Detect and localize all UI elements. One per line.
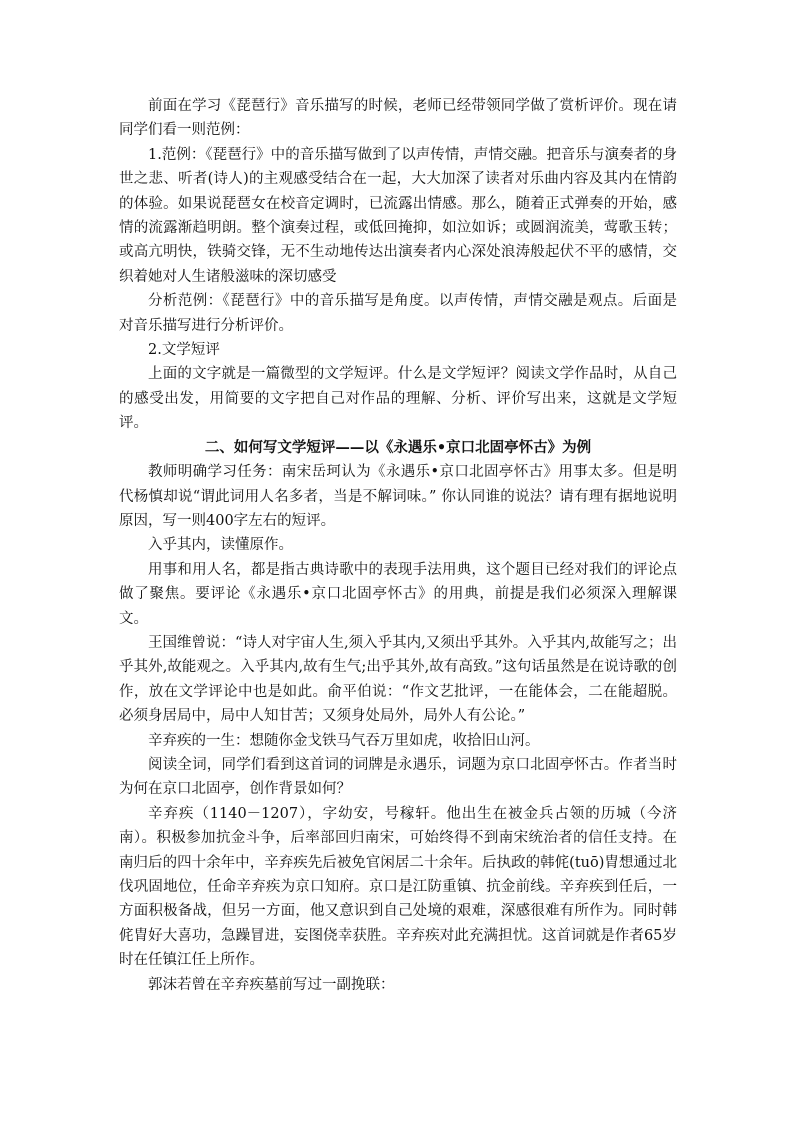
paragraph-step: 入乎其内，读懂原作。 xyxy=(148,537,293,554)
section-heading: 二、如何写文学短评——以《永遇乐•京口北固亭怀古》为例 xyxy=(204,438,592,456)
paragraph-question: 阅读全词，同学们看到这首词的词牌是永遇乐，词题为京口北固亭怀古。作者当时为何在京口北固亭，创作背景如何？ xyxy=(119,756,677,798)
paragraph-subheading: 2.文学短评 xyxy=(148,342,220,359)
paragraph-biography: 辛弃疾（1140－1207），字幼安，号稼轩。他出生在被金兵占领的历城（今济南）。积极参加抗金斗争，后率部回归南宋，可始终得不到南宋统治者的信任支持。在南归后的四十余年中，辛弃疾先后被免官闲居二十余年。后执政的韩侂(tuō)胄想通过北伐巩固地位，任命辛弃疾为京口知府。京口是江防重镇、抗金前线。辛弃疾到任后，一方面积极备战，但另一方面，他又意识到自己处境的艰难，深感很难有所作为。同时韩侂胄好大喜功，急躁冒进，妄图侥幸获胜。辛弃疾对此充满担忧。这首词就是作者65岁时在任镇江任上所作。 xyxy=(119,805,677,969)
paragraph-intro: 前面在学习《琵琶行》音乐描写的时候，老师已经带领同学做了赏析评价。现在请同学们看一则范例： xyxy=(119,98,677,139)
paragraph-wang-guowei: 王国维曾说：“诗人对宇宙人生,须入乎其内,又须出乎其外。入乎其内,故能写之；出乎其外,故能观之。入乎其内,故有生气;出乎其外,故有高致。”这句话虽然是在说诗歌的创作，放在文学评论中也是如此。俞平伯说：“作文艺批评，一在能体会，二在能超脱。必须身居局中，局中人知甘苦；又须身处局外，局外人有公论。” xyxy=(119,634,677,725)
paragraph-allusion: 用事和用人名，都是指古典诗歌中的表现手法用典，这个题目已经对我们的评论点做了聚焦。要评论《永遇乐•京口北固亭怀古》的用典，前提是我们必须深入理解课文。 xyxy=(119,561,677,627)
paragraph-task: 教师明确学习任务：南宋岳珂认为《永遇乐•京口北固亭怀古》用事太多。但是明代杨慎却说“谓此词用人名多者，当是不解词味。” 你认同谁的说法？请有理有据地说明原因，写一则400字左右的短评。 xyxy=(119,464,677,529)
paragraph-guo-moruo: 郭沫若曾在辛弃疾墓前写过一副挽联： xyxy=(148,976,395,993)
paragraph-life: 辛弃疾的一生：想随你金戈铁马气吞万里如虎，收拾旧山河。 xyxy=(148,732,540,749)
paragraph-definition: 上面的文字就是一篇微型的文学短评。什么是文学短评？阅读文学作品时，从自己的感受出发，用简要的文字把自己对作品的理解、分析、评价写出来，这就是文学短评。 xyxy=(119,366,677,432)
paragraph-analysis: 分析范例：《琵琶行》中的音乐描写是角度。以声传情，声情交融是观点。后面是对音乐描写进行分析评价。 xyxy=(119,293,677,334)
document-body xyxy=(119,94,677,997)
paragraph-example: 1.范例：《琵琶行》中的音乐描写做到了以声传情，声情交融。把音乐与演奏者的身世之悲、听者(诗人)的主观感受结合在一起，大大加深了读者对乐曲内容及其内在情韵的体验。如果说琵琶女在校音定调时，已流露出情感。那么，随着正式弹奏的开始，感情的流露渐趋明朗。整个演奏过程，或低回掩抑，如泣如诉；或圆润流美，莺歌玉转；或高亢明快，铁骑交锋，无不生动地传达出演奏者内心深处浪涛般起伏不平的感情，交织着她对人生诸般滋味的深切感受 xyxy=(119,146,677,285)
